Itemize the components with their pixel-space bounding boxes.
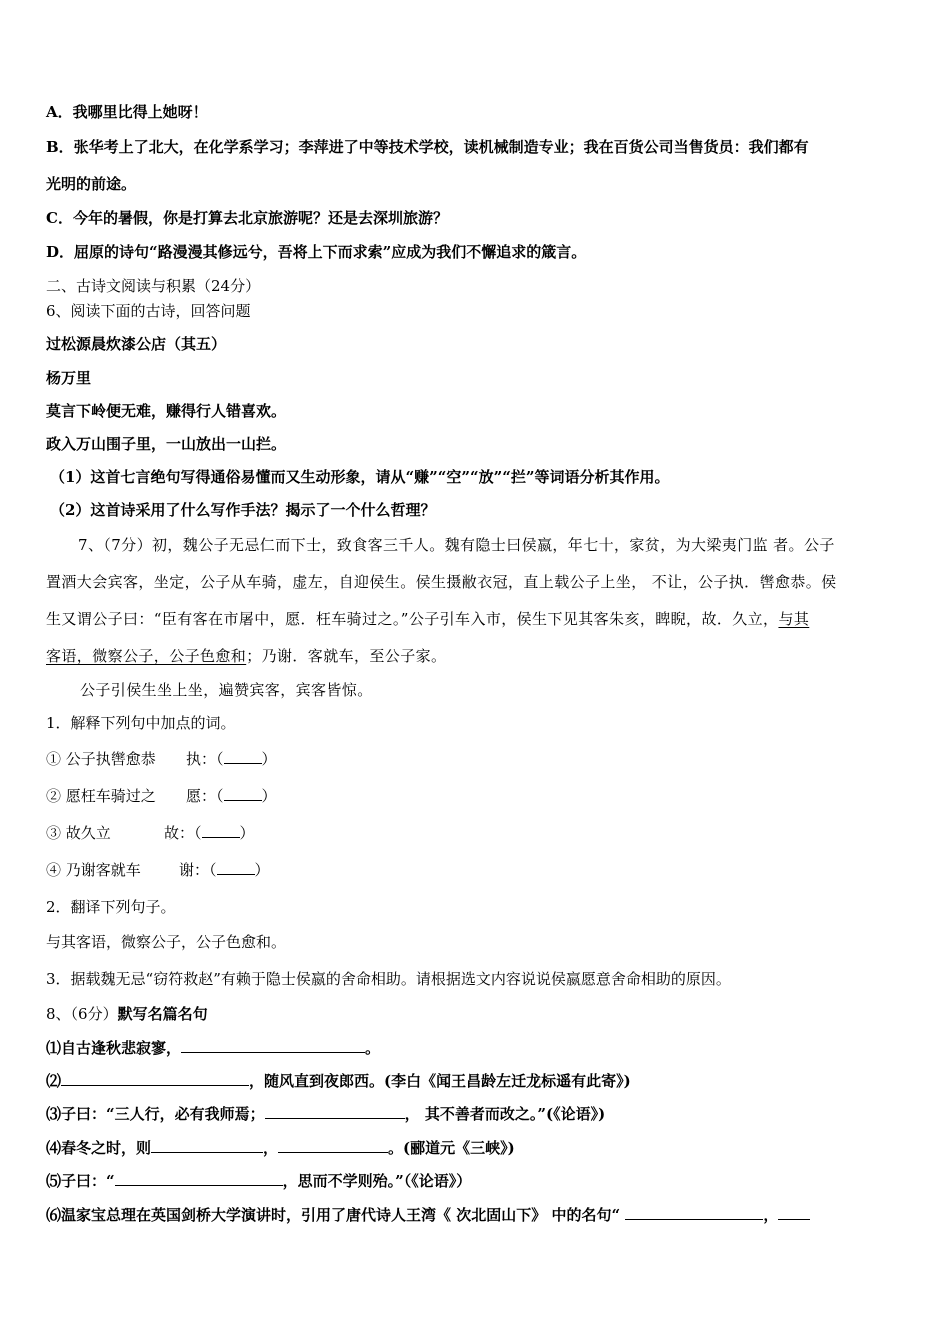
answer-blank[interactable] xyxy=(217,860,255,875)
q7-item-4 xyxy=(46,859,270,880)
q8-heading xyxy=(46,1003,208,1024)
answer-blank[interactable] xyxy=(625,1205,763,1220)
item-label: 谢：（ xyxy=(179,861,217,879)
q6-prompt: 6、阅读下面的古诗，回答问题 xyxy=(46,302,251,320)
item-close: ） xyxy=(261,787,277,805)
answer-blank[interactable] xyxy=(224,786,262,801)
section2-heading: 二、古诗文阅读与积累（24分） xyxy=(46,277,261,295)
answer-blank[interactable] xyxy=(778,1205,810,1220)
q7-item-2 xyxy=(46,785,277,806)
item-close: ） xyxy=(261,750,277,768)
passage-text: ；乃谢．客就车，至公子家。 xyxy=(246,647,447,665)
q7-item-3 xyxy=(46,822,255,843)
q5-option-c: C．今年的暑假，你是打算去北京旅游呢？还是去深圳旅游？ xyxy=(46,209,448,227)
q8-line3 xyxy=(46,1103,605,1124)
q7-item-1 xyxy=(46,748,277,769)
q8-line3-text: ⑶子曰：“三人行，必有我师焉； xyxy=(46,1105,265,1123)
answer-blank[interactable] xyxy=(224,749,262,764)
q8-line6-text: ⑹温家宝总理在英国剑桥大学演讲时，引用了唐代诗人王湾《 次北固山下》 中的名句“ xyxy=(46,1206,626,1224)
q8-line4-end: 。(郦道元《三峡》) xyxy=(388,1139,515,1157)
answer-blank[interactable] xyxy=(181,1038,365,1053)
answer-blank[interactable] xyxy=(61,1071,249,1086)
q8-line4-text: ⑷春冬之时，则 xyxy=(46,1139,152,1157)
q8-line1 xyxy=(46,1037,380,1058)
poem-title: 过松源晨炊漆公店（其五） xyxy=(46,335,227,353)
q7-sub3: 3．据载魏无忌“窃符救赵”有赖于隐士侯嬴的舍命相助。请根据选文内容说说侯嬴愿意舍命相助的原因。 xyxy=(46,970,731,988)
answer-blank[interactable] xyxy=(278,1138,388,1153)
item-sentence: ② 愿枉车骑过之 xyxy=(46,787,156,805)
item-sentence: ③ 故久立 xyxy=(46,824,111,842)
item-close: ） xyxy=(254,861,270,879)
item-label: 执：（ xyxy=(186,750,224,768)
q8-number: 8、（6分） xyxy=(46,1005,118,1023)
underlined-sentence-start: 与其 xyxy=(778,610,810,628)
q8-line2-num: ⑵ xyxy=(46,1072,62,1090)
q6-sub2: （2）这首诗采用了什么写作手法？揭示了一个什么哲理？ xyxy=(50,501,436,519)
answer-blank[interactable] xyxy=(151,1138,263,1153)
q8-line1-text: ⑴自古逢秋悲寂寥， xyxy=(46,1039,182,1057)
underlined-sentence-end: 客语，微察公子，公子色愈和 xyxy=(46,647,247,665)
q7-passage-line2: 置酒大会宾客，坐定，公子从车骑，虚左，自迎侯生。侯生摄敝衣冠，直上载公子上坐， 不让，公子执．辔愈恭。侯 xyxy=(46,573,837,591)
q7-passage-line4 xyxy=(46,645,446,666)
q8-title: 默写名篇名句 xyxy=(117,1005,208,1023)
q7-sub1: 1．解释下列句中加点的词。 xyxy=(46,714,236,732)
q8-line1-end: 。 xyxy=(365,1039,381,1057)
passage-text: 生又谓公子曰：“臣有客在市屠中，愿．枉车骑过之。”公子引车入市，侯生下见其客朱亥，睥睨，故．久立， xyxy=(46,610,779,628)
q5-option-d: D．屈原的诗句“路漫漫其修远兮，吾将上下而求索”应成为我们不懈追求的箴言。 xyxy=(46,243,587,261)
q5-option-b-line1: B．张华考上了北大，在化学系学习；李萍进了中等技术学校，读机械制造专业；我在百货公司当售货员：我们都有 xyxy=(46,138,809,156)
q8-line6 xyxy=(46,1204,810,1225)
q8-line6-sep: ， xyxy=(763,1206,779,1224)
poem-verse-1: 莫言下岭便无难，赚得行人错喜欢。 xyxy=(46,402,287,420)
q8-line3-end: ， 其不善者而改之。”(《论语》) xyxy=(404,1105,606,1123)
item-label: 愿：（ xyxy=(186,787,224,805)
q7-passage-line3 xyxy=(46,608,809,629)
q7-passage-para2: 公子引侯生坐上坐，遍赞宾客，宾客皆惊。 xyxy=(80,681,373,699)
q8-line4-sep: ， xyxy=(263,1139,279,1157)
answer-blank[interactable] xyxy=(202,823,240,838)
q8-line5 xyxy=(46,1170,471,1191)
q7-passage-line1: 7、（7分）初，魏公子无忌仁而下士，致食客三千人。魏有隐士曰侯嬴，年七十，家贫，为大梁夷门监 者。公子 xyxy=(78,536,835,554)
q7-sub2: 2．翻译下列句子。 xyxy=(46,898,176,916)
q6-sub1: （1）这首七言绝句写得通俗易懂而又生动形象，请从“赚”“空”“放”“拦”等词语分析其作用。 xyxy=(50,468,670,486)
q8-line5-end: ，思而不学则殆。”（《论语》） xyxy=(282,1172,472,1190)
q8-line2 xyxy=(46,1070,631,1091)
q7-sub2-sentence: 与其客语，微察公子，公子色愈和。 xyxy=(46,933,287,951)
answer-blank[interactable] xyxy=(265,1104,405,1119)
answer-blank[interactable] xyxy=(115,1171,283,1186)
q5-option-b-line2: 光明的前途。 xyxy=(46,175,137,193)
q8-line5-text: ⑸子曰：“ xyxy=(46,1172,115,1190)
item-sentence: ④ 乃谢客就车 xyxy=(46,861,141,879)
q8-line4 xyxy=(46,1137,515,1158)
item-close: ） xyxy=(239,824,255,842)
q5-option-a: A．我哪里比得上她呀！ xyxy=(46,103,208,121)
poem-author: 杨万里 xyxy=(46,369,92,387)
item-label: 故：（ xyxy=(164,824,202,842)
poem-verse-2: 政入万山围子里，一山放出一山拦。 xyxy=(46,435,287,453)
item-sentence: ① 公子执辔愈恭 xyxy=(46,750,156,768)
q8-line2-text: ，随风直到夜郎西。(李白《闻王昌龄左迁龙标遥有此寄》) xyxy=(249,1072,631,1090)
